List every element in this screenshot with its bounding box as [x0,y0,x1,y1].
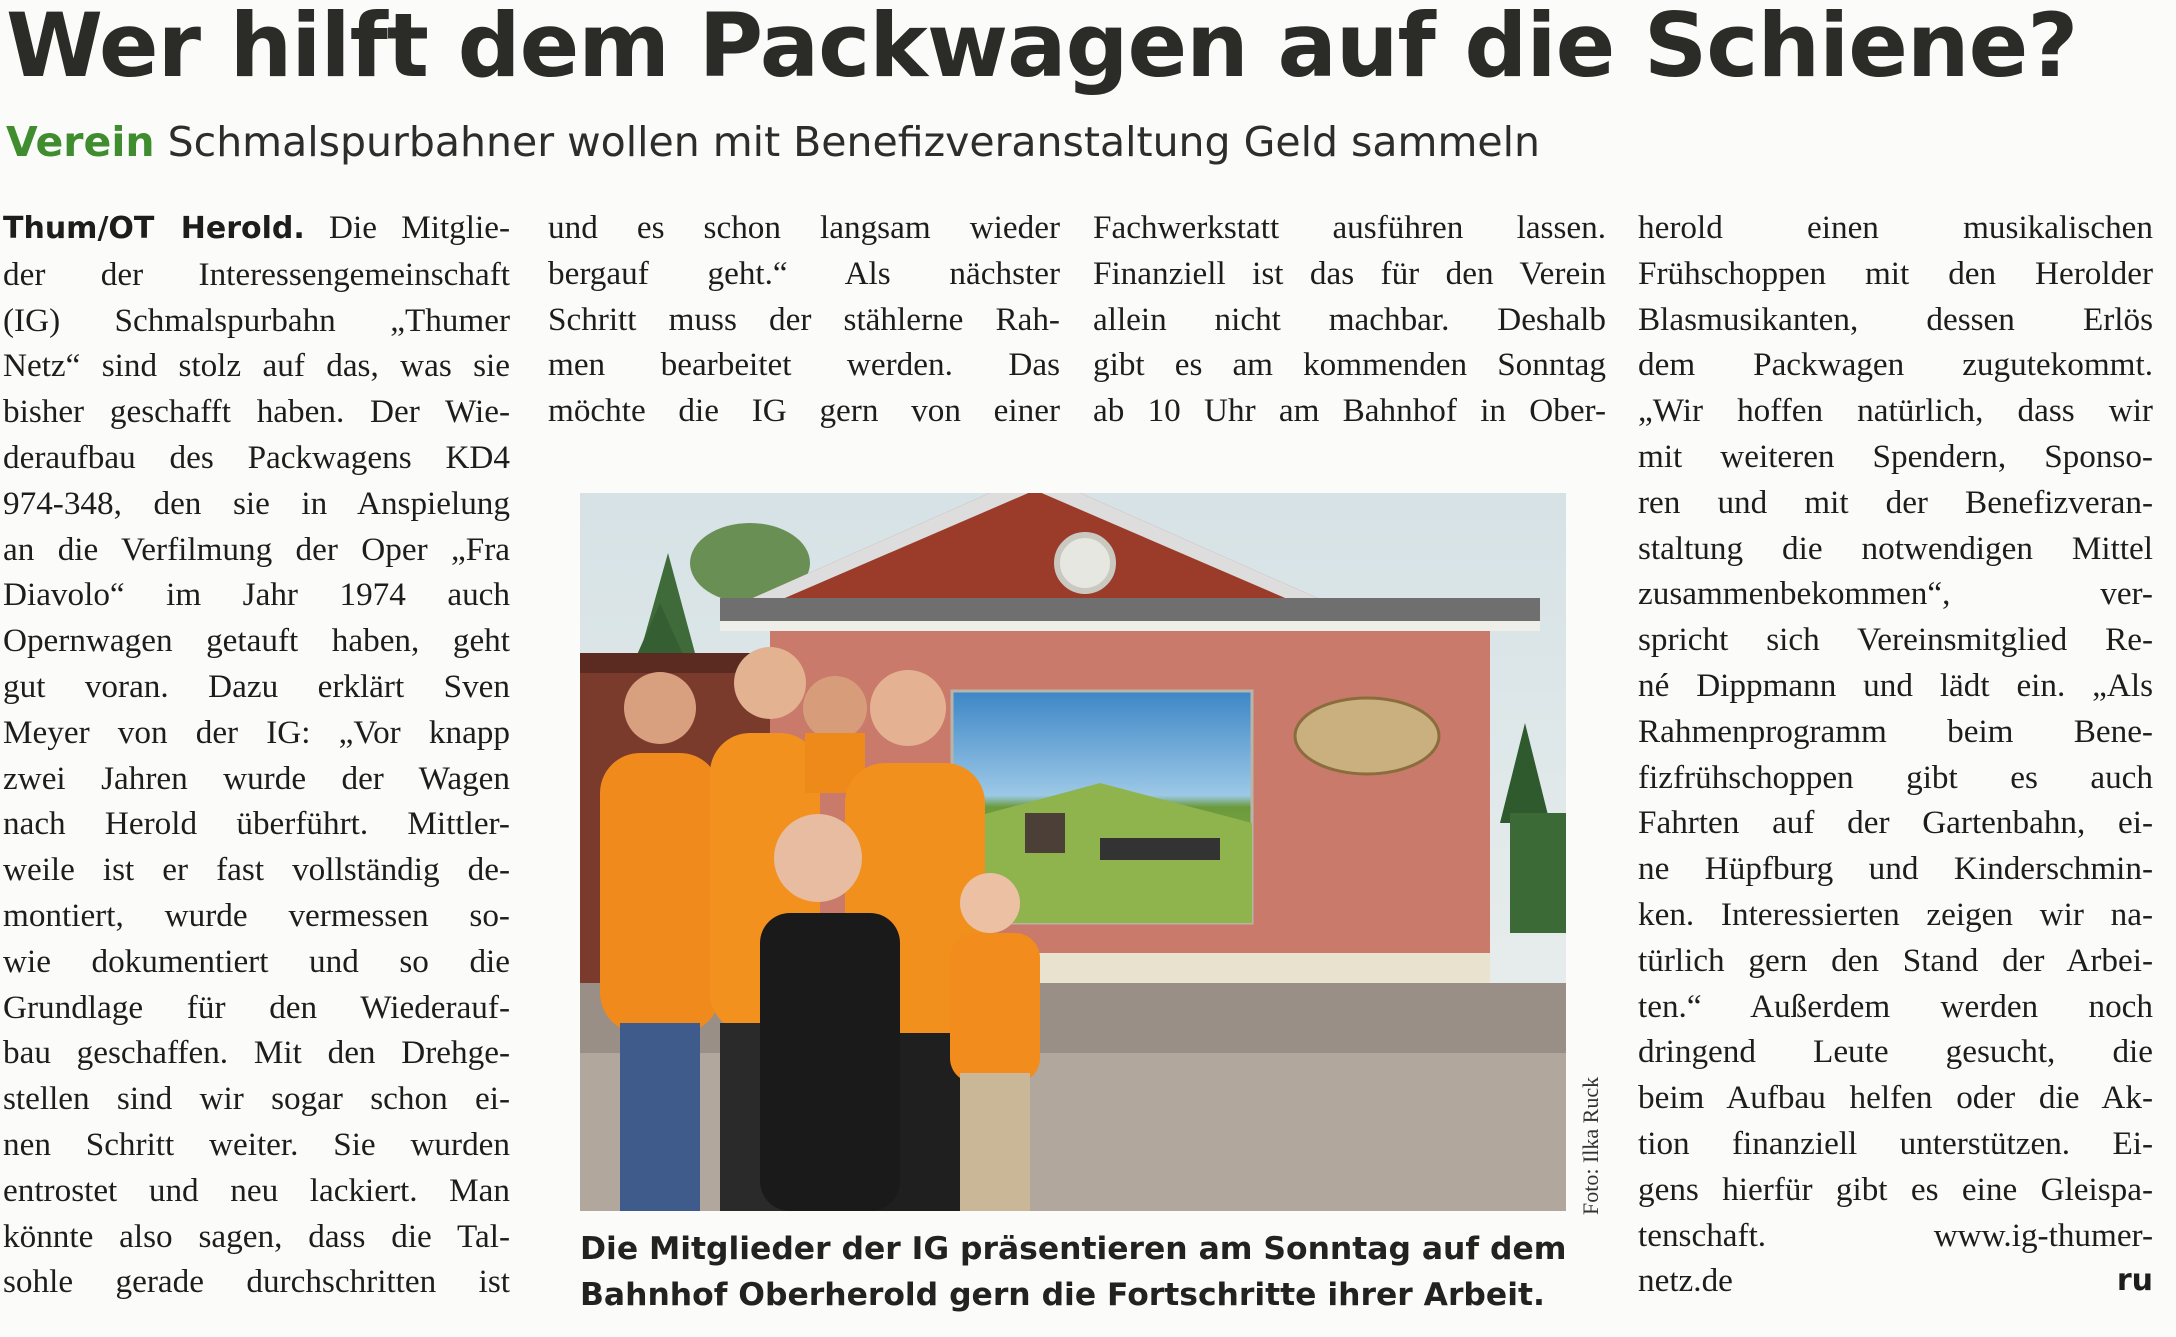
text-line: Diavolo“ im Jahr 1974 auch [3,576,510,614]
text-line: „Wir hoffen natürlich, dass wir [1638,392,2153,430]
text-line: ab 10 Uhr am Bahnhof in Ober- [1093,392,1606,430]
subheadline-text: Schmalspurbahner wollen mit Benefizveranstaltung Geld sammeln [167,118,1541,166]
text-line: zwei Jahren wurde der Wagen [3,759,510,797]
text-line: wie dokumentiert und so die [3,942,510,980]
article-photo [580,493,1566,1211]
headline: Wer hilft dem Packwagen auf die Schiene? [6,0,2078,97]
text-line: Netz“ sind stolz auf das, was sie [3,347,510,385]
photo-illustration [580,493,1566,1211]
text-line: spricht sich Vereinsmitglied Re- [1638,621,2153,659]
text-line: men bearbeitet werden. Das [548,346,1060,384]
text-line: sohle gerade durchschritten ist [3,1263,510,1301]
text-line: 974-348, den sie in Anspielung [3,484,510,522]
photo-caption [580,1227,1580,1319]
kicker: Verein [6,118,155,166]
text-line: an die Verfilmung der Oper „Fra [3,530,510,568]
url-fragment: netz.de [1638,1262,1733,1300]
text-line: Bahnhof Oberherold gern die Fortschritte ihrer Arbeit. [580,1276,1545,1313]
text-line: Meyer von der IG: „Vor knapp [3,713,510,751]
text-line: stellen sind wir sogar schon ei- [3,1080,510,1118]
text-line: fizfrühschoppen gibt es auch [1638,758,2153,796]
text-line: ne Hüpfburg und Kinderschmin- [1638,850,2153,888]
text-line: zusammenbekommen“, ver- [1638,575,2153,613]
text-line: weile ist er fast vollständig de- [3,851,510,889]
article-column-2 [548,205,1060,434]
text-line: Fahrten auf der Gartenbahn, ei- [1638,804,2153,842]
text-line: Frühschoppen mit den Herolder [1638,254,2153,292]
text-line: der der Interessengemeinschaft [3,255,510,293]
text-line: gibt es am kommenden Sonntag [1093,346,1606,384]
text-line: montiert, wurde vermessen so- [3,896,510,934]
text-line: herold einen musikalischen [1638,209,2153,246]
text-line [3,205,510,252]
text-line: und es schon langsam wieder [548,209,1060,246]
text-fragment: Die Mitglie- [304,209,511,246]
text-line: ren und mit der Benefizveran- [1638,483,2153,521]
text-line: né Dippmann und lädt ein. „Als [1638,666,2153,704]
text-line: Opernwagen getauft haben, geht [3,622,510,660]
text-line: Rahmenprogramm beim Bene- [1638,712,2153,750]
text-line: allein nicht machbar. Deshalb [1093,300,1606,338]
text-line: staltung die notwendigen Mittel [1638,529,2153,567]
text-line: beim Aufbau helfen oder die Ak- [1638,1079,2153,1117]
subheadline [6,118,1540,166]
text-line: nach Herold überführt. Mittler- [3,805,510,843]
text-line: türlich gern den Stand der Arbei- [1638,941,2153,979]
text-line: bau geschaffen. Mit den Drehge- [3,1034,510,1072]
author-initials: ru [2116,1263,2153,1299]
photo-credit: Foto: Ilka Ruck [1578,1076,1603,1215]
text-line: Finanziell ist das für den Verein [1093,254,1606,292]
text-line: ken. Interessierten zeigen wir na- [1638,895,2153,933]
article-column-1 [3,205,510,1305]
signature-line [1638,1258,2153,1304]
text-line: entrostet und neu lackiert. Man [3,1171,510,1209]
article-column-4 [1638,205,2153,1304]
text-line: dringend Leute gesucht, die [1638,1033,2153,1071]
text-line: ten.“ Außerdem werden noch [1638,987,2153,1025]
text-line: Fachwerkstatt ausführen lassen. [1093,209,1606,246]
text-line: Schritt muss der stählerne Rah- [548,300,1060,338]
text-line: möchte die IG gern von einer [548,392,1060,430]
text-line: tenschaft. www.ig-thumer- [1638,1216,2153,1254]
text-line: Blasmusikanten, dessen Erlös [1638,300,2153,338]
text-line: deraufbau des Packwagens KD4 [3,438,510,476]
text-line: dem Packwagen zugutekommt. [1638,346,2153,384]
text-line: gut voran. Dazu erklärt Sven [3,667,510,705]
text-line: Die Mitglieder der IG präsentieren am Sonntag auf dem [580,1231,1567,1267]
text-line: (IG) Schmalspurbahn „Thumer [3,301,510,339]
text-line: bergauf geht.“ Als nächster [548,254,1060,292]
article-column-3 [1093,205,1606,434]
dateline: Thum/OT Herold. [3,211,305,246]
text-line: mit weiteren Spendern, Sponso- [1638,437,2153,475]
text-line: gens hierfür gibt es eine Gleispa- [1638,1170,2153,1208]
text-line: bisher geschafft haben. Der Wie- [3,393,510,431]
text-line: nen Schritt weiter. Sie wurden [3,1125,510,1163]
text-line: tion finanziell unterstützen. Ei- [1638,1124,2153,1162]
text-line: könnte also sagen, dass die Tal- [3,1217,510,1255]
text-line: Grundlage für den Wiederauf- [3,988,510,1026]
